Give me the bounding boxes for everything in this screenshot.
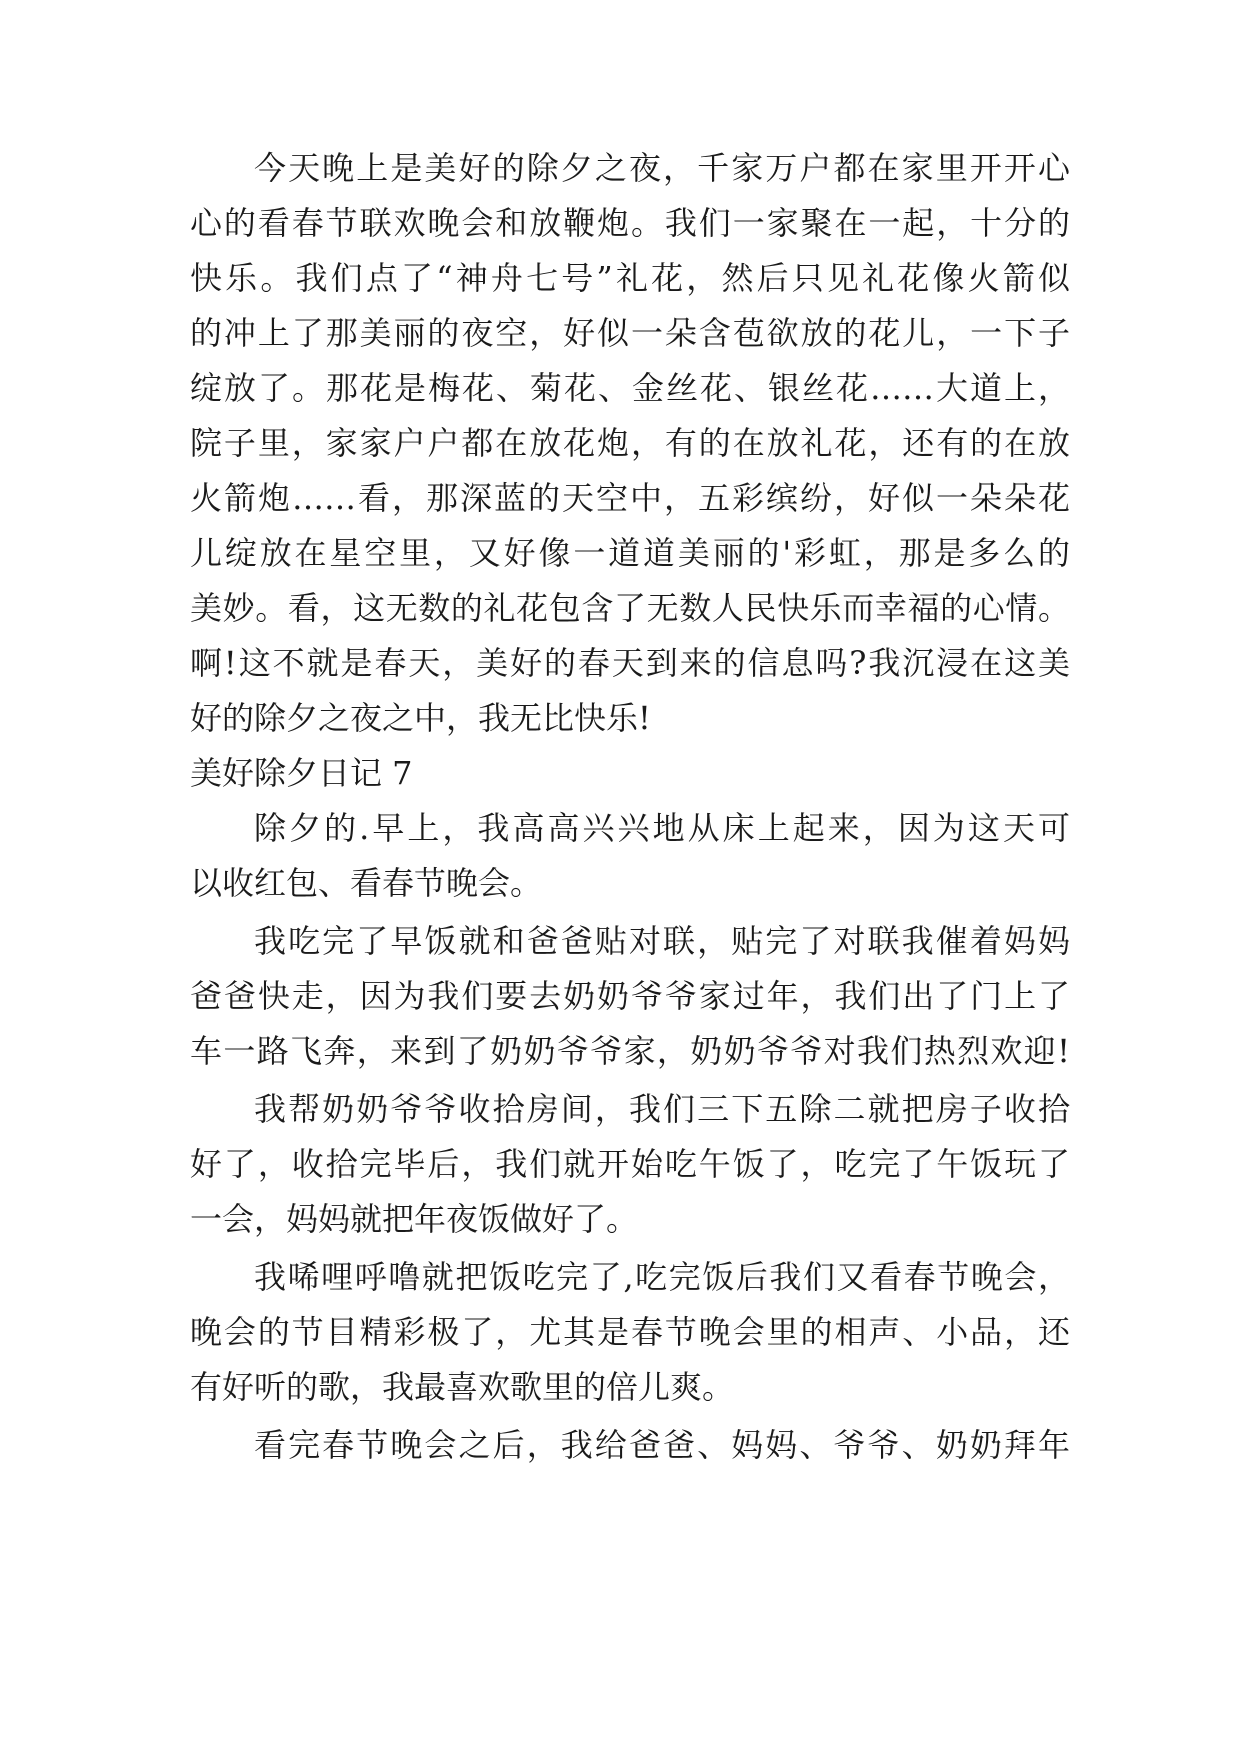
paragraph-line: 有好听的歌，我最喜欢歌里的倍儿爽。 <box>190 1368 735 1406</box>
paragraph-line: 我帮奶奶爷爷收拾房间，我们三下五除二就把房子收拾 <box>254 1090 1070 1128</box>
section-heading: 美好除夕日记 7 <box>190 754 413 792</box>
paragraph-line: 啊!这不就是春天，美好的春天到来的信息吗?我沉浸在这美 <box>190 644 1070 682</box>
paragraph-line: 快乐。我们点了“神舟七号”礼花，然后只见礼花像火箭似 <box>190 259 1070 297</box>
paragraph-line: 我吃完了早饭就和爸爸贴对联，贴完了对联我催着妈妈 <box>254 922 1070 960</box>
paragraph-line: 以收红包、看春节晚会。 <box>190 864 543 902</box>
paragraph-line: 一会，妈妈就把年夜饭做好了。 <box>190 1200 639 1238</box>
paragraph-line: 儿绽放在星空里，又好像一道道美丽的'彩虹，那是多么的 <box>190 534 1070 572</box>
paragraph-line: 我唏哩呼噜就把饭吃完了,吃完饭后我们又看春节晚会， <box>254 1258 1070 1296</box>
paragraph-line: 的冲上了那美丽的夜空，好似一朵含苞欲放的花儿，一下子 <box>190 314 1070 352</box>
paragraph-line: 今天晚上是美好的除夕之夜，千家万户都在家里开开心 <box>254 149 1070 187</box>
paragraph-line: 车一路飞奔，来到了奶奶爷爷家，奶奶爷爷对我们热烈欢迎! <box>190 1032 1070 1070</box>
paragraph-line: 火箭炮……看，那深蓝的天空中，五彩缤纷，好似一朵朵花 <box>190 479 1070 517</box>
paragraph-line: 晚会的节目精彩极了，尤其是春节晚会里的相声、小品，还 <box>190 1313 1070 1351</box>
paragraph-line: 除夕的.早上，我高高兴兴地从床上起来，因为这天可 <box>254 809 1070 847</box>
paragraph-line: 美妙。看，这无数的礼花包含了无数人民快乐而幸福的心情。 <box>190 589 1070 627</box>
paragraph-line: 爸爸快走，因为我们要去奶奶爷爷家过年，我们出了门上了 <box>190 977 1070 1015</box>
paragraph-line: 好了，收拾完毕后，我们就开始吃午饭了，吃完了午饭玩了 <box>190 1145 1070 1183</box>
paragraph-line: 好的除夕之夜之中，我无比快乐! <box>190 699 651 737</box>
paragraph-line: 看完春节晚会之后，我给爸爸、妈妈、爷爷、奶奶拜年 <box>254 1426 1070 1464</box>
paragraph-line: 绽放了。那花是梅花、菊花、金丝花、银丝花……大道上， <box>190 369 1070 407</box>
paragraph-line: 院子里，家家户户都在放花炮，有的在放礼花，还有的在放 <box>190 424 1070 462</box>
paragraph-line: 心的看春节联欢晚会和放鞭炮。我们一家聚在一起，十分的 <box>190 204 1070 242</box>
